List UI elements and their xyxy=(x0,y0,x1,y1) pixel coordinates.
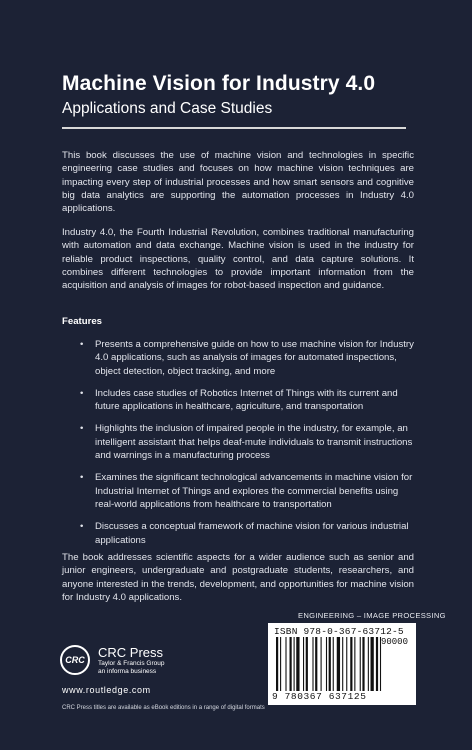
publisher-logo xyxy=(60,643,172,683)
title-divider xyxy=(62,127,406,129)
publisher-name: CRC Press xyxy=(98,645,164,660)
feature-item xyxy=(80,338,414,378)
feature-text: Includes case studies of Robotics Internet of Things with its current and future applications in healthcare, agriculture, and transportation xyxy=(95,387,398,413)
barcode-bars xyxy=(276,637,408,691)
subject-category: ENGINEERING – IMAGE PROCESSING xyxy=(298,611,446,620)
description-paragraph-2: Industry 4.0, the Fourth Industrial Revolution, combines traditional manufacturing with automation and data exchange. Machine vision is used in the industry for reliable product inspections, quality control, and data capture solutions. It combines different technologies to provide important information from the acquisition and analysis of images for robot-based inspection and guidance. xyxy=(62,227,414,292)
feature-item xyxy=(80,422,414,462)
feature-text: Presents a comprehensive guide on how to use machine vision for Industry 4.0 applications, such as analysis of images for automated inspections, object detection, object tracking, and more xyxy=(95,339,414,377)
barcode-number: 9 780367 637125 xyxy=(272,691,367,702)
bullet-icon: • xyxy=(80,472,84,484)
book-title: Machine Vision for Industry 4.0 xyxy=(62,72,376,95)
feature-text: Highlights the inclusion of impaired people in the industry, for example, an intelligent assistant that helps deaf-mute individuals to transmit instructions and warnings in a manufacturing process xyxy=(95,423,413,462)
description-paragraph-3: The book addresses scientific aspects for a wider audience such as senior and junior engineers, undergraduate and postgraduate students, researchers, and anyone interested in the trends, development, and opportunities for machine vision for Industry 4.0 applications. xyxy=(62,552,414,603)
bullet-icon: • xyxy=(80,387,84,399)
feature-item xyxy=(80,471,414,511)
crc-logo-icon xyxy=(60,645,90,675)
isbn-barcode xyxy=(268,623,416,705)
description-paragraph-1: This book discusses the use of machine vision and technologies in specific engineering case studies and focuses on how machine vision techniques are impacting every step of industrial processes and how smart sensors and cognitive big data analytics are supporting the automation processes in Industry 4.0 applications. xyxy=(62,150,414,215)
isbn-label: ISBN 978-0-367-63712-5 xyxy=(274,626,404,637)
feature-text: Examines the significant technological advancements in machine vision for Industrial Internet of Things and explores the commercial benefits using real-world applications from healthcare to transportation xyxy=(95,472,413,510)
bullet-icon: • xyxy=(80,521,84,533)
bullet-icon: • xyxy=(80,423,84,435)
feature-item xyxy=(80,520,414,547)
logo-mark: CRC xyxy=(65,655,85,665)
features-list xyxy=(80,338,414,556)
feature-item xyxy=(80,387,414,414)
bullet-icon: • xyxy=(80,339,84,350)
publisher-website[interactable]: www.routledge.com xyxy=(62,685,151,695)
publisher-tagline: an informa business xyxy=(98,668,157,675)
book-subtitle: Applications and Case Studies xyxy=(62,100,273,117)
publisher-group: Taylor & Francis Group xyxy=(98,660,165,667)
features-heading: Features xyxy=(62,316,102,327)
feature-text: Discusses a conceptual framework of machine vision for various industrial applications xyxy=(95,521,409,546)
price-code: 90000 xyxy=(380,637,408,647)
ebook-note: CRC Press titles are available as eBook editions in a range of digital formats xyxy=(62,705,265,711)
